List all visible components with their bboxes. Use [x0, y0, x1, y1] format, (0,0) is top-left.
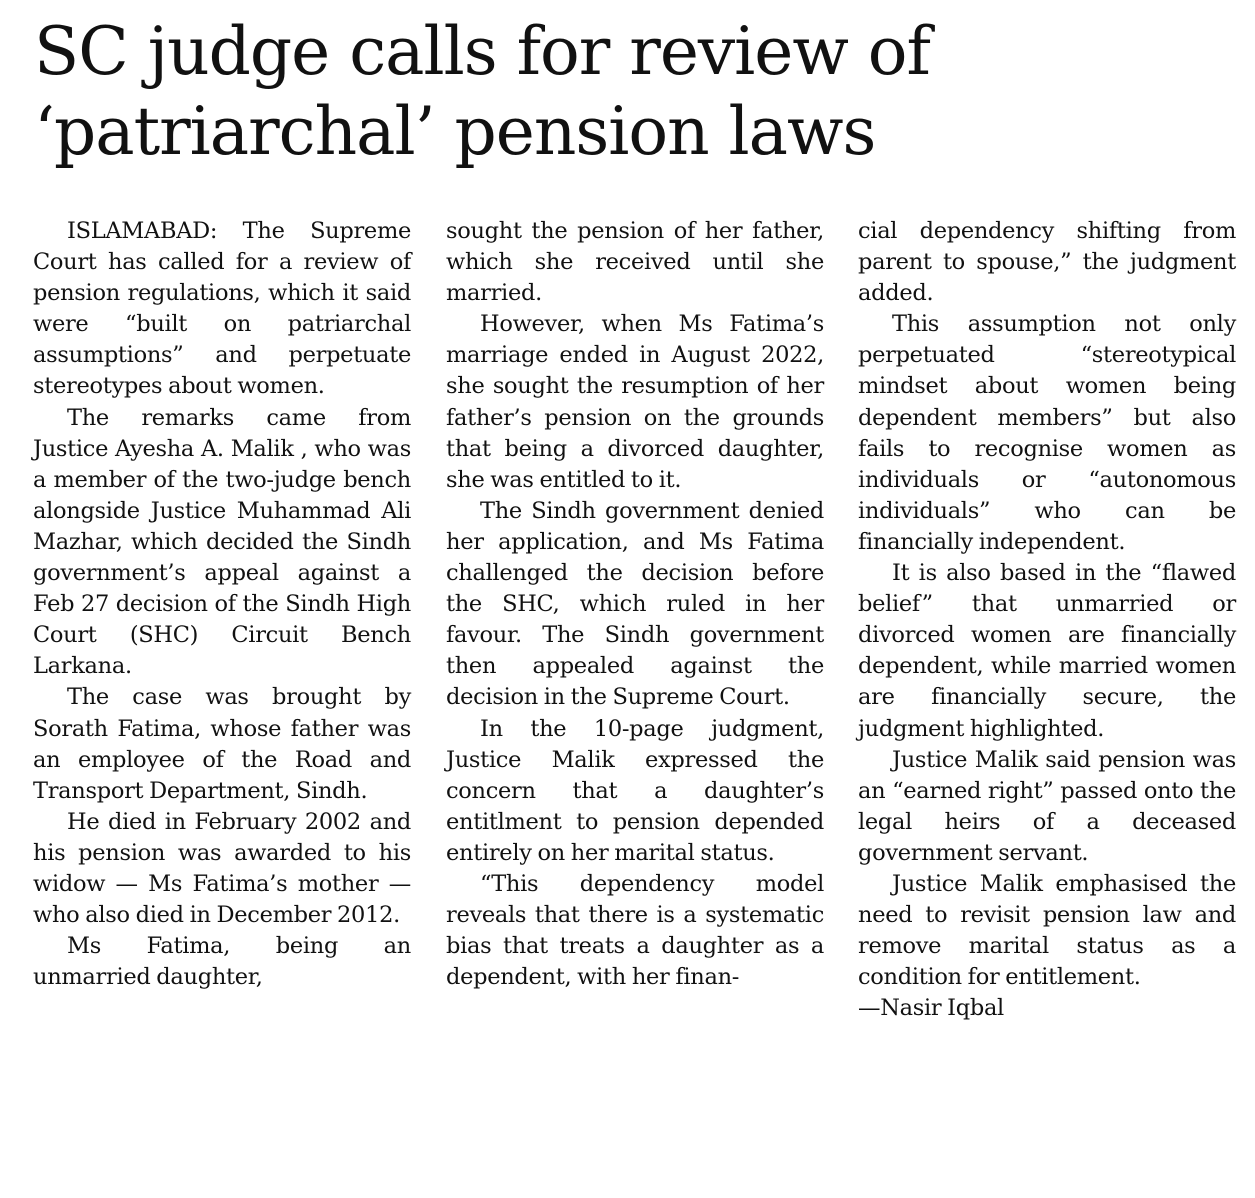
paragraph: The case was brought by Sorath Fatima, whose father was an employee of the Road and Transport Department, Sindh. — [33, 684, 411, 804]
paragraph: He died in February 2002 and his pension was awarded to his widow — Ms Fatima’s mother — who also died in December 2012. — [33, 808, 411, 929]
paragraph: It is also based in the “flawed belief” that unmarried or divorced women are financially dependent, while married women are financially secure, the judgment highlighted. — [858, 560, 1236, 742]
paragraph-continued: cial dependency shifting from parent to spouse,” the judgment added. — [858, 218, 1236, 307]
article-column-3 — [858, 216, 1236, 1024]
article-column-1 — [33, 216, 411, 993]
paragraph: The Sindh government denied her application, and Ms Fatima challenged the decision before the SHC, which ruled in her favour. The Sindh government then appealed against the decision in the Supreme Court. — [446, 497, 824, 711]
paragraph: The remarks came from Justice Ayesha A. Malik , who was a member of the two-judge bench alongside Justice Muhammad Ali Mazhar, which decided the Sindh government’s appeal against a Feb 27 decision of the Sindh High Court (SHC) Circuit Bench Larkana. — [33, 404, 411, 680]
headline-line-2: ‘patriarchal’ pension laws — [34, 93, 876, 170]
paragraph: In the 10-page judgment, Justice Malik expressed the concern that a daughter’s entitlment to pension depended entirely on her marital status. — [446, 715, 824, 866]
headline-line-1: SC judge calls for review of — [34, 13, 930, 90]
paragraph: Justice Malik emphasised the need to revisit pension law and remove marital status as a condition for entitlement. — [858, 870, 1236, 991]
article-column-2 — [446, 216, 824, 993]
paragraph: This assumption not only perpetuated “stereotypical mindset about women being dependent members” but also fails to recognise women as individuals or “autonomous individuals” who can be financially independent. — [858, 311, 1236, 555]
paragraph-continued: sought the pension of her father, which she received until she married. — [446, 218, 824, 307]
headline — [34, 12, 1234, 172]
paragraph: However, when Ms Fatima’s marriage ended in August 2022, she sought the resumption of her father’s pension on the grounds that being a divorced daughter, she was entitled to it. — [446, 311, 824, 493]
paragraph: ISLAMABAD: The Supreme Court has called for a review of pension regulations, which it said were “built on patriarchal assumptions” and perpetuate stereotypes about women. — [33, 218, 411, 400]
paragraph: Justice Malik said pension was an “earned right” passed onto the legal heirs of a deceased government servant. — [858, 746, 1236, 866]
paragraph: “This dependency model reveals that there is a systematic bias that treats a daughter as a dependent, with her finan- — [446, 870, 824, 991]
byline: —Nasir Iqbal — [858, 995, 1004, 1022]
paragraph: Ms Fatima, being an unmarried daughter, — [33, 933, 411, 991]
